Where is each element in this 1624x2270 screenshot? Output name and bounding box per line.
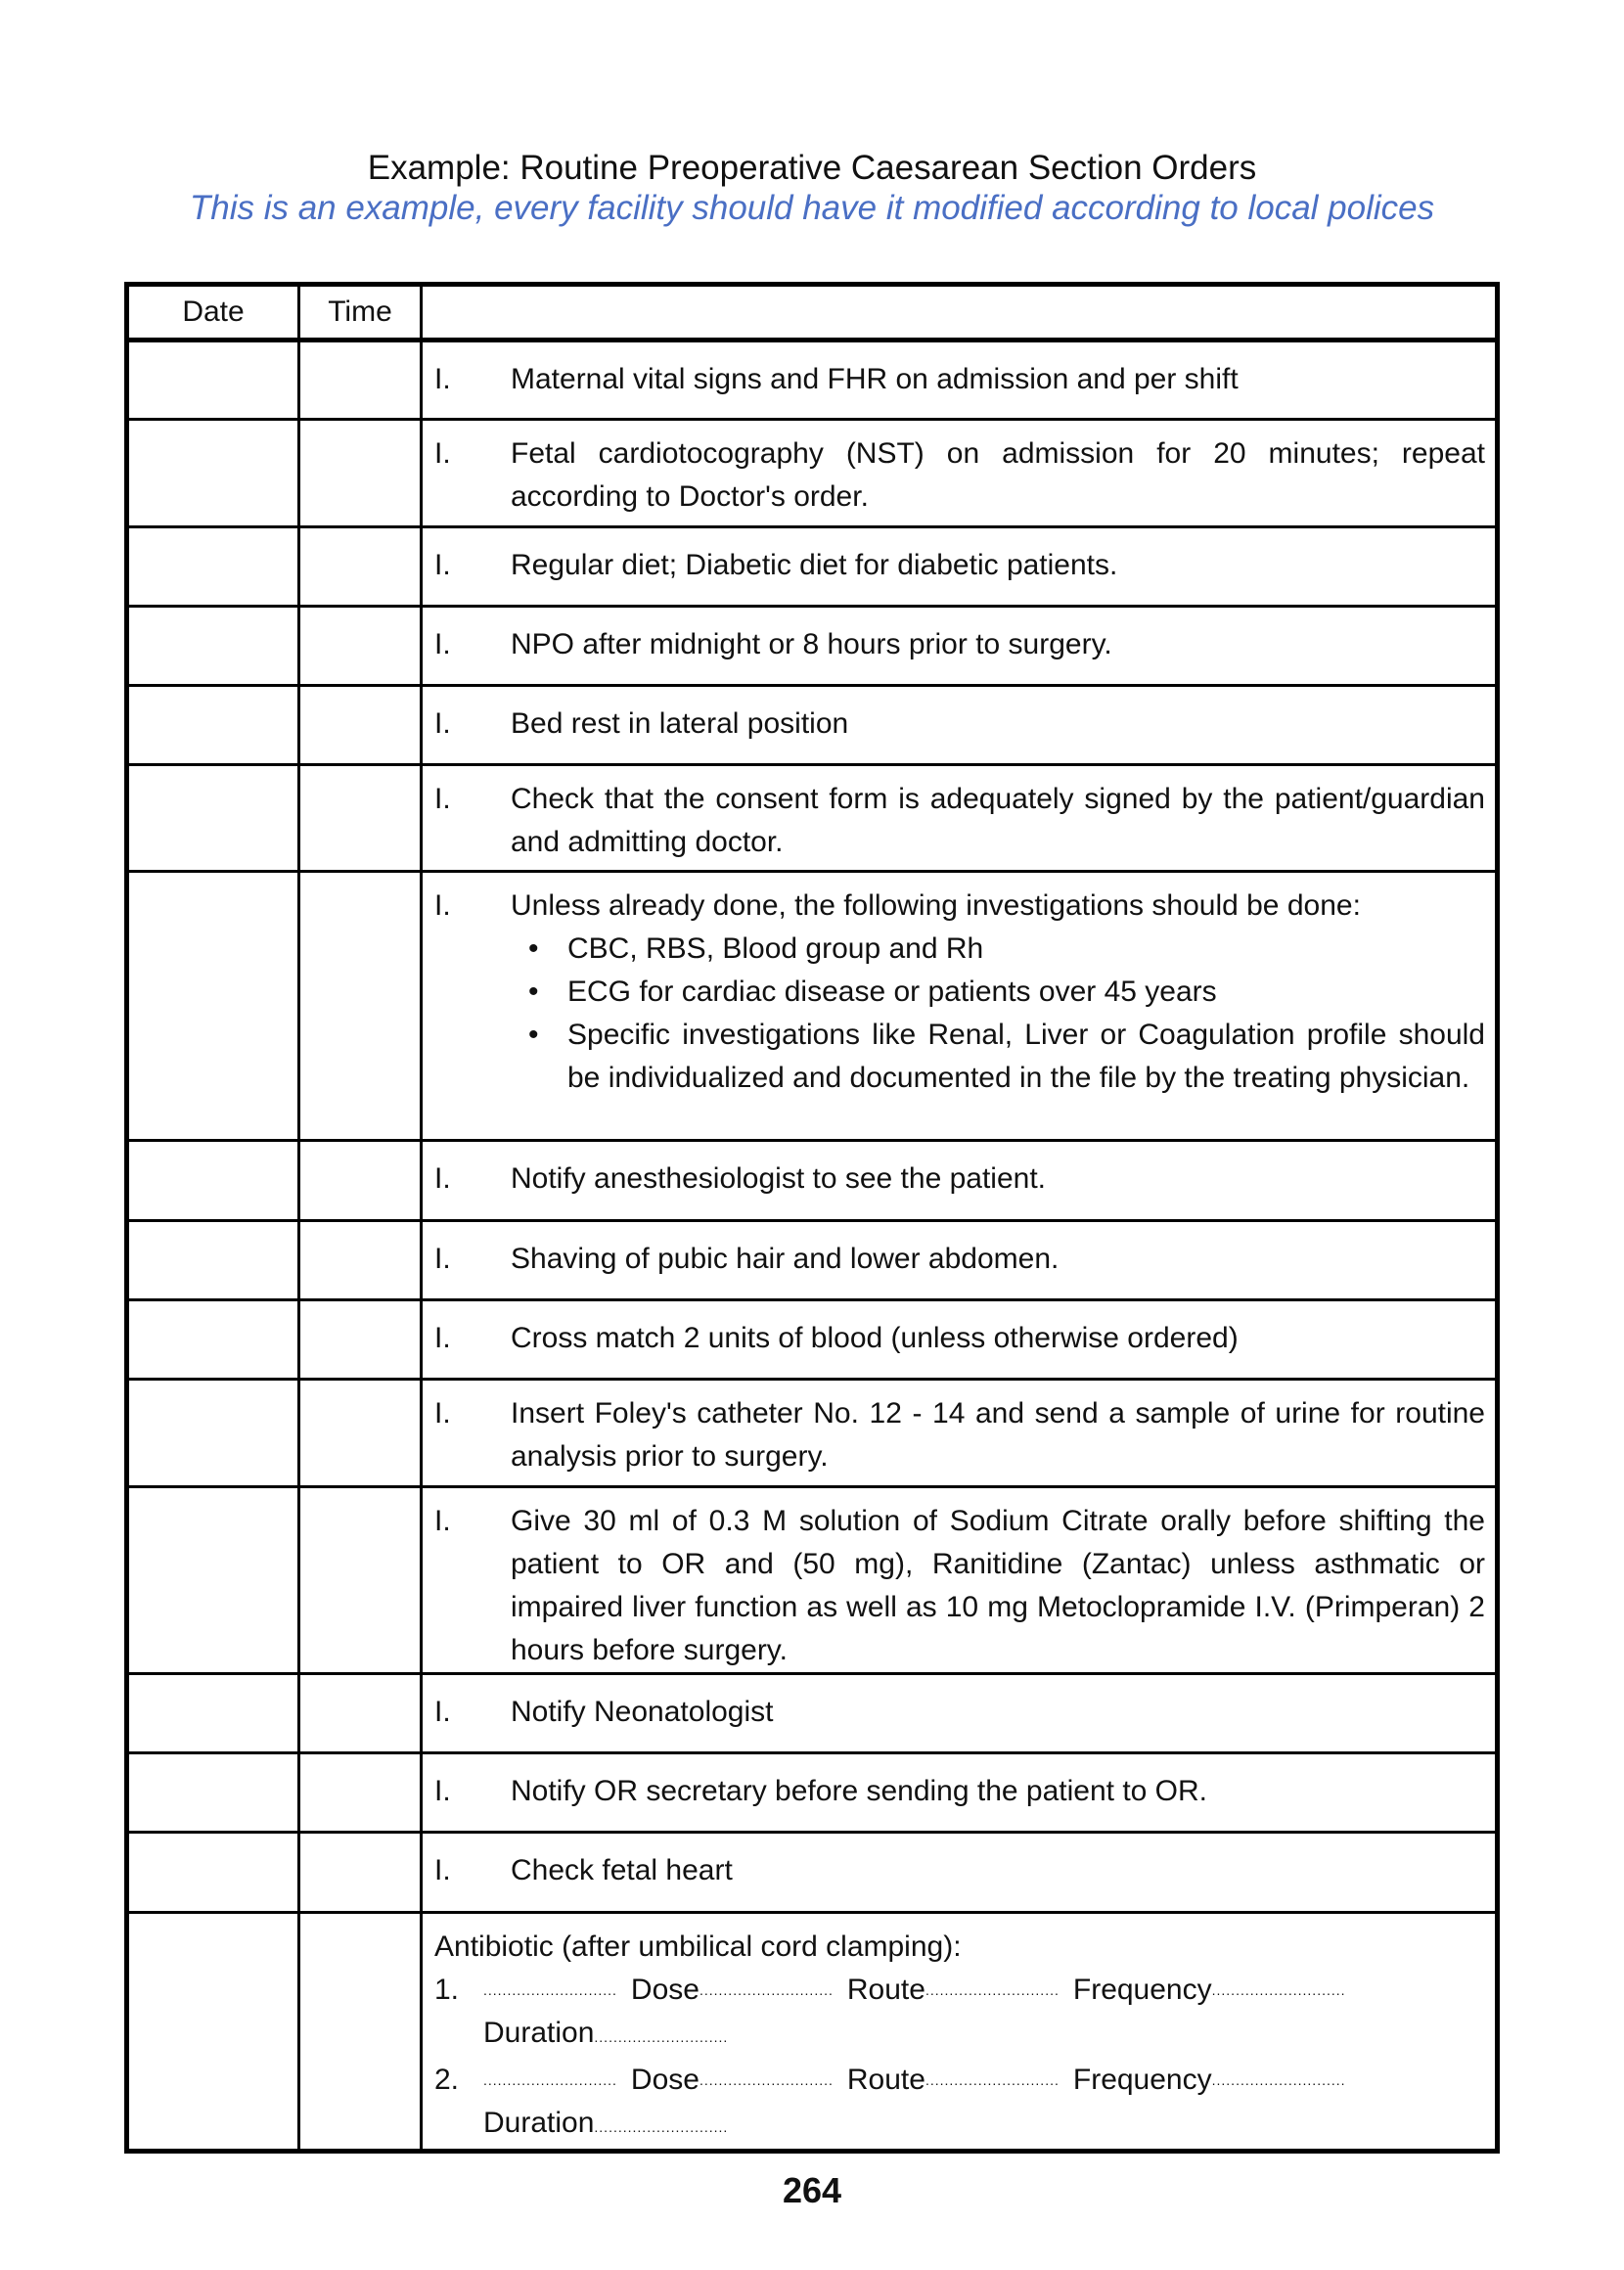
item-number: I. (434, 437, 451, 470)
order-cell (422, 1141, 1498, 1221)
antibiotic-duration: Duration............................ (483, 2107, 729, 2139)
page-number: 264 (782, 2170, 842, 2210)
time-cell[interactable] (299, 1300, 422, 1380)
time-cell[interactable] (299, 527, 422, 607)
order-text: Regular diet; Diabetic diet for diabetic patients. (511, 549, 1118, 581)
table-row (127, 1221, 1498, 1300)
route-blank[interactable]: ............................ (925, 2072, 1060, 2088)
table-row (127, 1753, 1498, 1833)
item-number: I. (434, 1162, 451, 1195)
item-number: I. (434, 363, 451, 395)
table-row (127, 527, 1498, 607)
date-cell[interactable] (127, 1487, 299, 1674)
order-cell (422, 1487, 1498, 1674)
table-row (127, 1833, 1498, 1913)
date-cell[interactable] (127, 1674, 299, 1753)
bullet-icon: • (528, 932, 539, 965)
order-text: Cross match 2 units of blood (unless otherwise ordered) (511, 1322, 1239, 1354)
duration-blank[interactable]: ............................ (594, 2029, 729, 2045)
time-cell[interactable] (299, 607, 422, 686)
order-text: Check fetal heart (511, 1854, 733, 1886)
time-cell[interactable] (299, 872, 422, 1141)
time-cell[interactable] (299, 1753, 422, 1833)
route-blank[interactable]: ............................ (925, 1982, 1060, 1998)
order-cell (422, 1380, 1498, 1487)
table-row (127, 1674, 1498, 1753)
item-number: I. (434, 1505, 451, 1537)
item-number: I. (434, 783, 451, 815)
date-cell[interactable] (127, 1221, 299, 1300)
order-cell (422, 1753, 1498, 1833)
date-cell[interactable] (127, 1753, 299, 1833)
page-title: Example: Routine Preoperative Caesarean Section Orders (367, 149, 1257, 187)
order-cell (422, 686, 1498, 765)
antibiotic-entry: 1. ............................ Dose ............................ Route ............................ Frequency ............................ (434, 1969, 1485, 2012)
date-cell[interactable] (127, 1913, 299, 2152)
bullet-item: • CBC, RBS, Blood group and Rh (511, 928, 1485, 971)
order-text: Give 30 ml of 0.3 M solution of Sodium Citrate orally before shifting the patient to OR and (50 mg), Ranitidine (Zantac) unless asthmatic or impaired liver function as well as 10 mg Metoclopramide I.V. (Primperan) 2 hours before surgery. (511, 1505, 1485, 1666)
date-cell[interactable] (127, 765, 299, 872)
bullet-item: • ECG for cardiac disease or patients over 45 years (511, 971, 1485, 1014)
order-text: Insert Foley's catheter No. 12 - 14 and send a sample of urine for routine analysis prior to surgery. (511, 1397, 1485, 1473)
order-text: Notify OR secretary before sending the patient to OR. (511, 1775, 1208, 1807)
item-number: I. (434, 889, 451, 922)
antibiotic-duration: Duration............................ (483, 2017, 729, 2049)
date-cell[interactable] (127, 1833, 299, 1913)
time-cell[interactable] (299, 1380, 422, 1487)
item-number: I. (434, 707, 451, 740)
bullet-item: • Specific investigations like Renal, Liver or Coagulation profile should be individualized and documented in the file by the treating physician. (511, 1014, 1485, 1100)
order-text: Maternal vital signs and FHR on admission and per shift (511, 363, 1239, 395)
date-cell[interactable] (127, 1380, 299, 1487)
item-number: I. (434, 1397, 451, 1430)
item-number: I. (434, 1322, 451, 1354)
column-header-order (422, 285, 1498, 340)
table-header-row (127, 285, 1498, 340)
order-cell (422, 607, 1498, 686)
date-cell[interactable] (127, 420, 299, 527)
time-cell[interactable] (299, 1221, 422, 1300)
time-cell[interactable] (299, 1674, 422, 1753)
order-text: Bed rest in lateral position (511, 707, 849, 740)
date-cell[interactable] (127, 527, 299, 607)
order-cell (422, 872, 1498, 1141)
date-cell[interactable] (127, 872, 299, 1141)
dose-blank[interactable]: ............................ (699, 2072, 834, 2088)
frequency-blank[interactable]: ............................ (1211, 2072, 1346, 2088)
item-number: I. (434, 1243, 451, 1275)
order-text: Check that the consent form is adequately signed by the patient/guardian and admitting doctor. (511, 783, 1485, 858)
orders-table (124, 282, 1500, 2154)
antibiotic-row (127, 1913, 1498, 2152)
order-cell (422, 1674, 1498, 1753)
order-cell (422, 340, 1498, 420)
date-cell[interactable] (127, 1300, 299, 1380)
date-cell[interactable] (127, 686, 299, 765)
time-cell[interactable] (299, 1141, 422, 1221)
item-number: I. (434, 1775, 451, 1807)
duration-blank[interactable]: ............................ (594, 2119, 729, 2135)
table-row (127, 872, 1498, 1141)
order-cell (422, 1221, 1498, 1300)
column-header-date: Date (127, 285, 299, 340)
time-cell[interactable] (299, 1833, 422, 1913)
order-text: Notify anesthesiologist to see the patient. (511, 1162, 1047, 1195)
order-cell (422, 1300, 1498, 1380)
antibiotic-entry: 2. ............................ Dose ............................ Route ............................ Frequency ............................ (434, 2059, 1485, 2102)
time-cell[interactable] (299, 765, 422, 872)
drug-blank[interactable]: ............................ (483, 2072, 617, 2088)
date-cell[interactable] (127, 340, 299, 420)
time-cell[interactable] (299, 1913, 422, 2152)
table-row (127, 765, 1498, 872)
time-cell[interactable] (299, 686, 422, 765)
order-cell (422, 1833, 1498, 1913)
table-row (127, 1141, 1498, 1221)
order-text: Shaving of pubic hair and lower abdomen. (511, 1243, 1060, 1275)
date-cell[interactable] (127, 607, 299, 686)
antibiotic-heading: Antibiotic (after umbilical cord clamping): (434, 1930, 962, 1963)
time-cell[interactable] (299, 1487, 422, 1674)
order-text: Notify Neonatologist (511, 1696, 774, 1728)
bullet-icon: • (528, 976, 539, 1008)
time-cell[interactable] (299, 420, 422, 527)
item-number: I. (434, 549, 451, 581)
item-number: I. (434, 1854, 451, 1886)
item-number: I. (434, 628, 451, 660)
order-cell (422, 527, 1498, 607)
order-text: Unless already done, the following investigations should be done: (511, 889, 1361, 922)
dose-blank[interactable]: ............................ (699, 1982, 834, 1998)
order-cell (422, 420, 1498, 527)
time-cell[interactable] (299, 340, 422, 420)
table-row (127, 1487, 1498, 1674)
order-text: NPO after midnight or 8 hours prior to surgery. (511, 628, 1112, 660)
order-cell (422, 765, 1498, 872)
bullet-icon: • (528, 1019, 539, 1051)
table-row (127, 607, 1498, 686)
frequency-blank[interactable]: ............................ (1211, 1982, 1346, 1998)
column-header-time: Time (299, 285, 422, 340)
table-row (127, 686, 1498, 765)
date-cell[interactable] (127, 1141, 299, 1221)
table-row (127, 1380, 1498, 1487)
table-row (127, 420, 1498, 527)
item-number: I. (434, 1696, 451, 1728)
table-row (127, 340, 1498, 420)
table-row (127, 1300, 1498, 1380)
order-text: Fetal cardiotocography (NST) on admission for 20 minutes; repeat according to Doctor's order. (511, 437, 1485, 513)
drug-blank[interactable]: ............................ (483, 1982, 617, 1998)
page-subtitle: This is an example, every facility should have it modified according to local polices (189, 189, 1435, 227)
